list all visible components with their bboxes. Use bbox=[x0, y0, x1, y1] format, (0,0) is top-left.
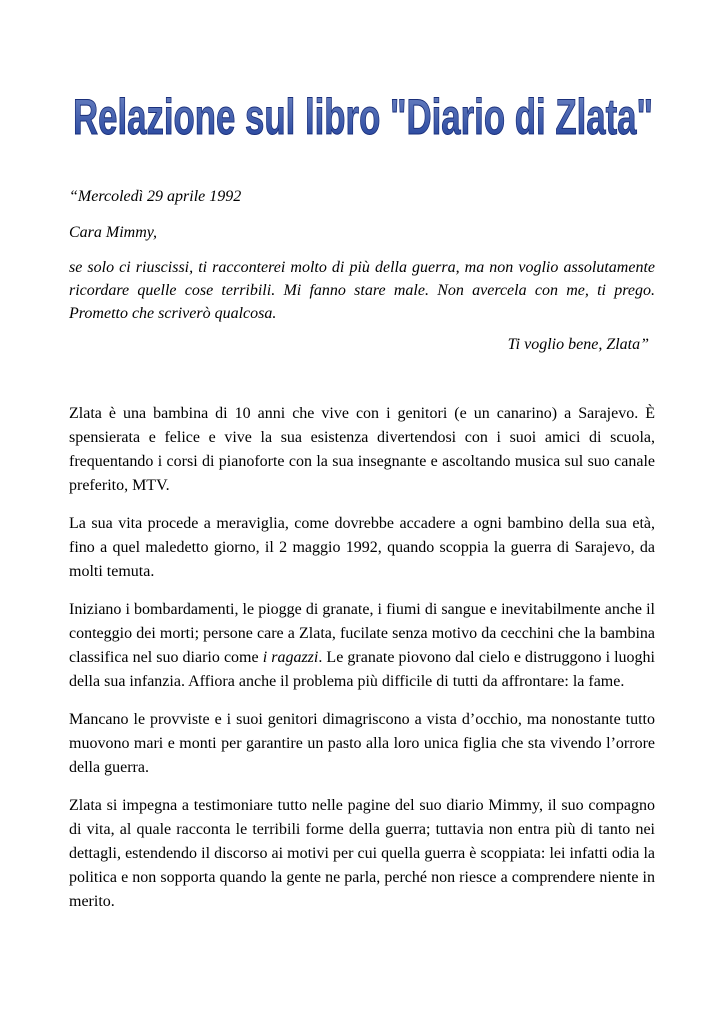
letter-greeting: Cara Mimmy, bbox=[69, 224, 157, 241]
paragraph-4: Mancano le provviste e i suoi genitori dimagriscono a vista d’occhio, ma nonostante tutto muovono mari e monti per garantire un pasto alla loro unica figlia che sta vivendo l’orrore della guerra. bbox=[69, 711, 655, 776]
page-title bbox=[0, 78, 725, 144]
paragraph-3-text-b: . Le granate piovono dal cielo e distruggono i luoghi della sua infanzia. Affiora anche il problema più difficile di tutti da affrontare: la fame. bbox=[69, 649, 656, 690]
paragraph-3-text-a: Iniziano i bombardamenti, le piogge di granate, i fiumi di sangue e inevitabilmente anche il conteggio dei morti; persone care a Zlata, fucilate senza motivo da cecchini che la bambina classifica nel suo diario come bbox=[69, 601, 655, 666]
paragraph-1: Zlata è una bambina di 10 anni che vive con i genitori (e un canarino) a Sarajevo. È spensierata e felice e vive la sua esistenza divertendosi con i suoi amici di scuola, frequentando i corsi di pianoforte con la sua insegnante e ascoltando musica sul suo canale preferito, MTV. bbox=[69, 405, 655, 494]
wordart-title bbox=[63, 78, 663, 144]
letter-date: “Mercoledì 29 aprile 1992 bbox=[69, 188, 242, 205]
report-body bbox=[69, 402, 655, 914]
letter-body: se solo ci riuscissi, ti racconterei molto di più della guerra, ma non voglio assolutamente ricordare quelle cose terribili. Mi fanno stare male. Non avercela con me, ti prego. Prometto che scriverò qualcosa. bbox=[69, 259, 655, 322]
paragraph-3 bbox=[69, 598, 655, 694]
paragraph-5: Zlata si impegna a testimoniare tutto nelle pagine del suo diario Mimmy, il suo compagno di vita, al quale racconta le terribili forme della guerra; tuttavia non entra più di tanto nei dettagli, estendendo il discorso ai motivi per cui quella guerra è scoppiata: lei infatti odia la politica e non sopporta quando la gente ne parla, perché non riesce a comprendere niente in merito. bbox=[69, 797, 655, 910]
paragraph-2: La sua vita procede a meraviglia, come dovrebbe accadere a ogni bambino della sua età, fino a quel maledetto giorno, il 2 maggio 1992, quando scoppia la guerra di Sarajevo, da molti temuta. bbox=[69, 515, 655, 580]
letter-signature: Ti voglio bene, Zlata” bbox=[507, 336, 649, 353]
paragraph-3-italic: i ragazzi bbox=[262, 649, 319, 666]
title-text: Relazione sul libro "Diario di Zlata" bbox=[72, 89, 653, 144]
